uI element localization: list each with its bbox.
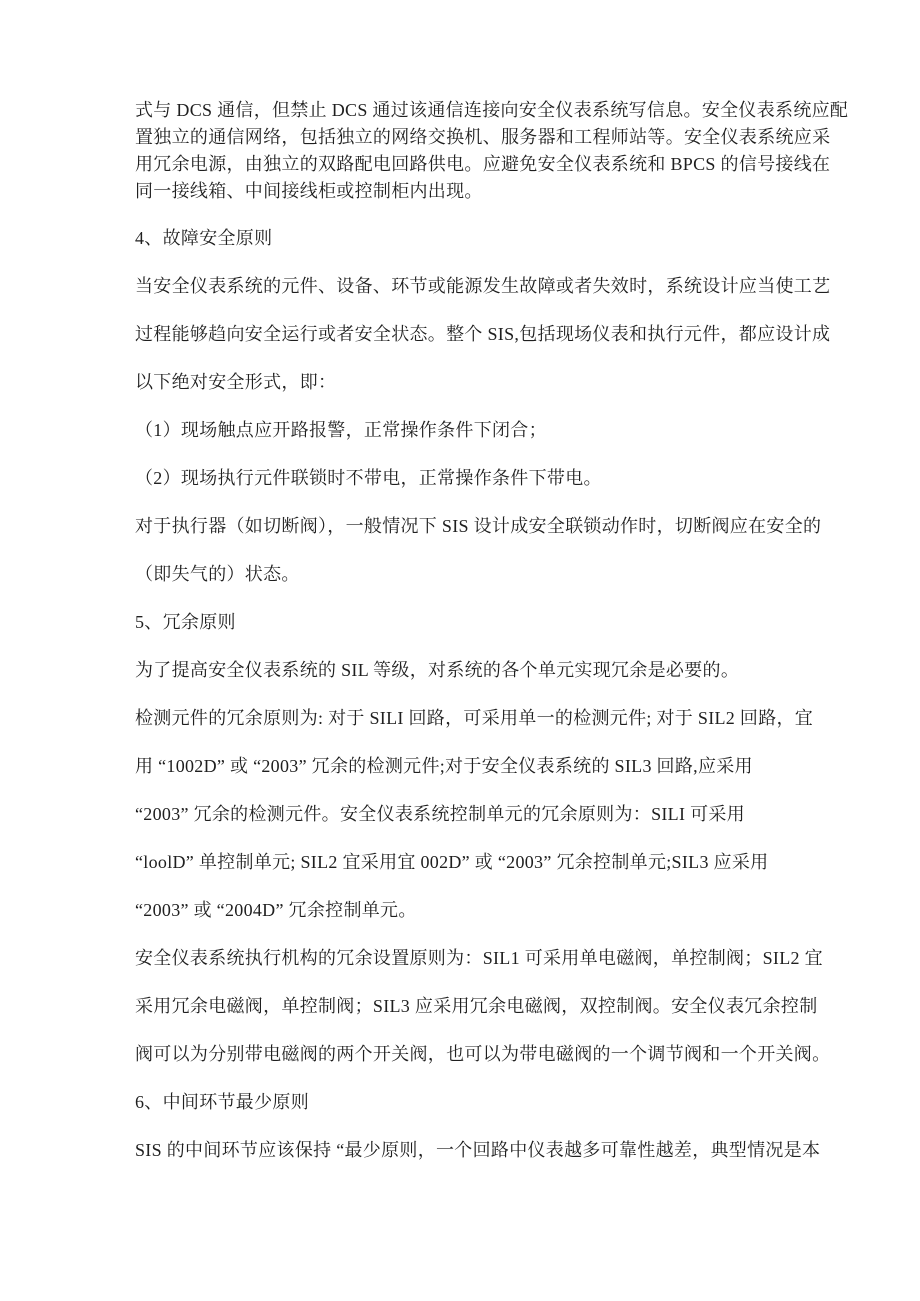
text-line: “2003” 冗余的检测元件。安全仪表系统控制单元的冗余原则为：SILI 可采用 <box>135 804 745 824</box>
text-line: 用 “1002D” 或 “2003” 冗余的检测元件;对于安全仪表系统的 SIL3 回路,应采用 <box>135 756 753 776</box>
text-line: 检测元件的冗余原则为: 对于 SILI 回路，可采用单一的检测元件; 对于 SIL2 回路，宜 <box>135 708 814 728</box>
list-item-1 <box>135 406 803 454</box>
text-line: 置独立的通信网络，包括独立的网络交换机、服务器和工程师站等。安全仪表系统应采 <box>135 127 831 147</box>
text-line: 式与 DCS 通信，但禁止 DCS 通过该通信连接向安全仪表系统写信息。安全仪表系统应配 <box>135 100 849 120</box>
document-body <box>135 97 849 1174</box>
text-line: （即失气的）状态。 <box>135 564 300 584</box>
paragraph-final-elements <box>135 934 831 1078</box>
text-line: 6、中间环节最少原则 <box>135 1092 309 1112</box>
paragraph-minimum-links <box>135 1126 821 1174</box>
text-line: “loolD” 单控制单元; SIL2 宜采用宜 002D” 或 “2003” 冗余控制单元;SIL3 应采用 <box>135 852 769 872</box>
text-line: 同一接线箱、中间接线柜或控制柜内出现。 <box>135 181 483 201</box>
text-line: 对于执行器（如切断阀），一般情况下 SIS 设计成安全联锁动作时，切断阀应在安全的 <box>135 516 822 536</box>
list-item-2 <box>135 454 803 502</box>
paragraph-communication <box>135 97 849 205</box>
heading-5-redundancy-principle <box>135 598 803 646</box>
text-line: 用冗余电源，由独立的双路配电回路供电。应避免安全仪表系统和 BPCS 的信号接线在 <box>135 154 831 174</box>
paragraph-detection-elements <box>135 694 814 934</box>
text-line: （1）现场触点应开路报警，正常操作条件下闭合； <box>135 420 547 440</box>
text-line: 安全仪表系统执行机构的冗余设置原则为：SIL1 可采用单电磁阀，单控制阀；SIL2 宜 <box>135 948 823 968</box>
text-line: 5、冗余原则 <box>135 612 236 632</box>
text-line: 为了提高安全仪表系统的 SIL 等级，对系统的各个单元实现冗余是必要的。 <box>135 660 740 680</box>
text-line: SIS 的中间环节应该保持 “最少原则，一个回路中仪表越多可靠性越差，典型情况是本 <box>135 1140 821 1160</box>
text-line: 采用冗余电磁阀，单控制阀；SIL3 应采用冗余电磁阀，双控制阀。安全仪表冗余控制 <box>135 996 818 1016</box>
text-line: 以下绝对安全形式，即： <box>135 372 337 392</box>
heading-6-minimum-links-principle <box>135 1078 803 1126</box>
paragraph-actuator <box>135 502 822 598</box>
text-line: 当安全仪表系统的元件、设备、环节或能源发生故障或者失效时，系统设计应当使工艺 <box>135 276 831 296</box>
text-line: （2）现场执行元件联锁时不带电，正常操作条件下带电。 <box>135 468 602 488</box>
text-line: 过程能够趋向安全运行或者安全状态。整个 SIS,包括现场仪表和执行元件，都应设计成 <box>135 324 831 344</box>
text-line: 4、故障安全原则 <box>135 228 273 248</box>
text-line: 阀可以为分别带电磁阀的两个开关阀，也可以为带电磁阀的一个调节阀和一个开关阀。 <box>135 1044 831 1064</box>
text-line: “2003” 或 “2004D” 冗余控制单元。 <box>135 900 417 920</box>
paragraph-failsafe <box>135 262 831 406</box>
paragraph-sil-redundancy <box>135 646 803 694</box>
heading-4-failsafe-principle <box>135 214 803 262</box>
